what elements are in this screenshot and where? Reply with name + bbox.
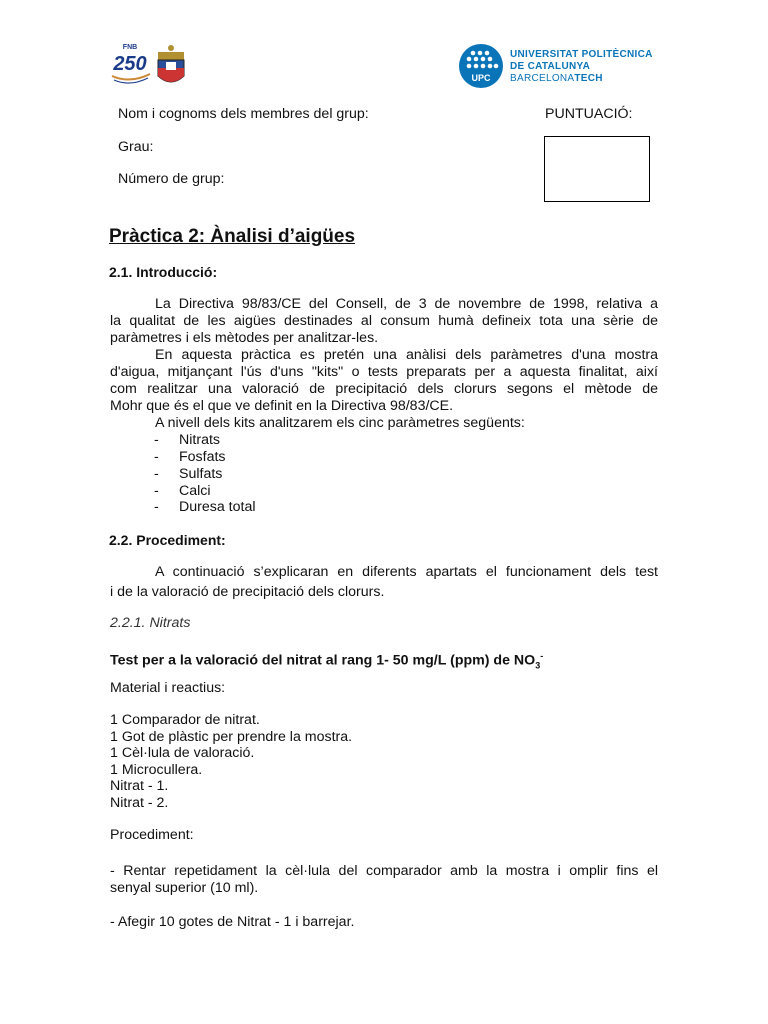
- degree-label: Grau:: [118, 139, 154, 155]
- group-members-label: Nom i cognoms dels membres del grup:: [118, 106, 369, 122]
- procedure-paragraph-line: i de la valoració de precipitació dels clorurs.: [110, 584, 385, 600]
- list-dash: -: [154, 449, 159, 465]
- fno-250-anniversary-and-shield-logo: [108, 40, 190, 90]
- step-line: - Rentar repetidament la cèl·lula del comparador amb la mostra i omplir fins el: [110, 863, 658, 879]
- materials-label: Material i reactius:: [110, 680, 226, 696]
- list-dash: -: [154, 466, 159, 482]
- list-item: Sulfats: [179, 466, 223, 482]
- group-number-label: Número de grup:: [118, 171, 225, 187]
- nitrate-subscript: 3: [535, 660, 541, 671]
- material-item: 1 Comparador de nitrat.: [110, 712, 260, 728]
- score-label: PUNTUACIÓ:: [545, 106, 633, 122]
- intro-paragraph-line: com realitzar una valoració de precipitació dels clorurs segons el mètode de: [110, 381, 658, 397]
- logo-left-label: FNB: [122, 44, 138, 51]
- step-line: - Afegir 10 gotes de Nitrat - 1 i barrejar.: [110, 914, 355, 930]
- intro-paragraph-line: paràmetres i els mètodes per analitzar-les.: [110, 330, 379, 346]
- upc-dots-logo: [458, 43, 508, 89]
- subsection-nitrates-heading: 2.2.1. Nitrats: [110, 615, 191, 631]
- list-item: Fosfats: [179, 449, 226, 465]
- intro-paragraph-line: En aquesta pràctica es pretén una anàlisi dels paràmetres d'una mostra: [155, 347, 658, 363]
- upc-barcelona: BARCELONA: [510, 73, 575, 84]
- upc-badge: UPC: [471, 73, 491, 83]
- university-name-line3: [510, 73, 603, 85]
- university-name-line1: UNIVERSITAT POLITÈCNICA: [510, 49, 653, 60]
- nitrate-superscript: -: [540, 651, 544, 661]
- intro-paragraph-line: La Directiva 98/83/CE del Consell, de 3 de novembre de 1998, relativa a: [155, 296, 658, 312]
- score-box: [544, 136, 650, 202]
- material-item: 1 Microcullera.: [110, 762, 203, 778]
- parameters-intro: A nivell dels kits analitzarem els cinc paràmetres següents:: [155, 415, 525, 431]
- upc-tech: TECH: [574, 73, 603, 84]
- procedure-paragraph-line: A continuació s’explicaran en diferents apartats el funcionament dels test: [155, 564, 658, 580]
- logo-left-number: 250: [113, 53, 147, 75]
- list-dash: -: [154, 432, 159, 448]
- procedure-label: Procediment:: [110, 827, 194, 843]
- list-item: Nitrats: [179, 432, 220, 448]
- page-title: Pràctica 2: Ànalisi d’aigües: [109, 226, 356, 247]
- nitrate-test-heading-text: Test per a la valoració del nitrat al rang 1- 50 mg/L (ppm) de NO: [110, 652, 536, 669]
- intro-paragraph-line: Mohr que és el que ve definit en la Directiva 98/83/CE.: [110, 398, 454, 414]
- section-introduction-heading: 2.1. Introducció:: [109, 264, 218, 280]
- list-item: Calci: [179, 483, 211, 499]
- section-procedure-heading: 2.2. Procediment:: [109, 532, 226, 548]
- list-dash: -: [154, 499, 159, 515]
- material-item: 1 Got de plàstic per prendre la mostra.: [110, 729, 353, 745]
- nitrate-test-heading: [110, 648, 543, 675]
- intro-paragraph-line: la qualitat de les aigües destinades al consum humà defineix tota una sèrie de: [110, 313, 658, 329]
- step-line: senyal superior (10 ml).: [110, 880, 259, 896]
- list-dash: -: [154, 483, 159, 499]
- material-item: Nitrat - 1.: [110, 778, 169, 794]
- material-item: Nitrat - 2.: [110, 795, 169, 811]
- list-item: Duresa total: [179, 499, 256, 515]
- material-item: 1 Cèl·lula de valoració.: [110, 745, 255, 761]
- university-name-line2: DE CATALUNYA: [510, 61, 591, 72]
- intro-paragraph-line: d'aigua, mitjançant l'ús d'uns "kits" o tests preparats per a aquesta finalitat, així: [110, 364, 658, 380]
